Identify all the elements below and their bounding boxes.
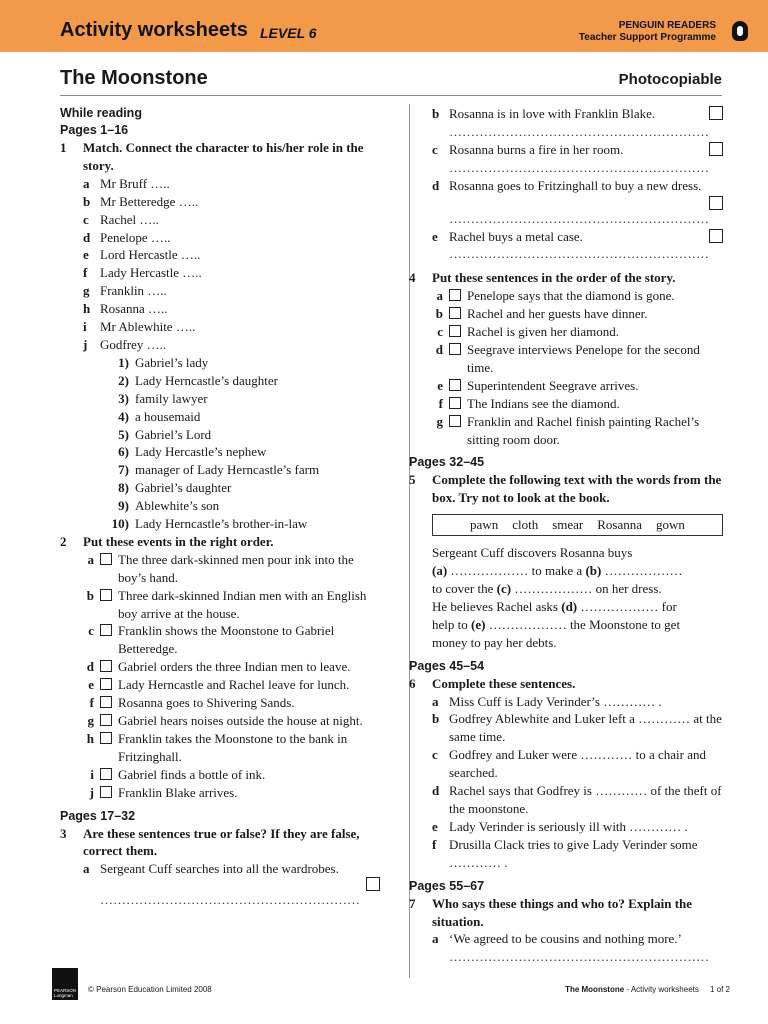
order-checkbox[interactable]: [449, 325, 461, 337]
order-checkbox[interactable]: [100, 624, 112, 636]
list-item: c Franklin shows the Moonstone to Gabriel Betteredge.: [88, 623, 335, 657]
list-item: e Lord Hercastle …..: [83, 247, 201, 263]
order-checkbox[interactable]: [449, 397, 461, 409]
order-checkbox[interactable]: [100, 786, 112, 798]
list-item: i Mr Ablewhite …..: [83, 319, 196, 335]
list-item: h Franklin takes the Moonstone to the bank in Fritzinghall.: [86, 730, 348, 764]
list-item: b Rosanna is in love with Franklin Blake.: [409, 105, 723, 123]
list-item: e Lady Herncastle and Rachel leave for lunch.: [88, 677, 350, 693]
answer-line: ……………………………………………………: [449, 949, 709, 965]
order-checkbox[interactable]: [449, 415, 461, 427]
list-item: b Three dark-skinned Indian men with an English boy arrive at the house.: [86, 587, 367, 621]
list-item: g Franklin …..: [83, 283, 167, 299]
list-item: j Godfrey …..: [83, 336, 167, 352]
order-checkbox[interactable]: [100, 768, 112, 780]
header-banner: [0, 0, 768, 52]
role-item: 8) Gabriel’s daughter: [118, 480, 232, 496]
answer-checkbox[interactable]: [709, 229, 723, 243]
photocopiable-label: Photocopiable: [618, 71, 722, 88]
level-label: LEVEL 6: [260, 25, 317, 41]
answer-line: ……………………………………………………: [449, 123, 709, 139]
question-2: 2 Put these events in the right order.: [60, 533, 274, 549]
list-item: c Rosanna burns a fire in her room.: [409, 141, 723, 159]
penguin-logo-icon: [732, 21, 748, 41]
list-item: h Rosanna …..: [83, 301, 168, 317]
divider: [60, 95, 722, 96]
list-item: f Lady Hercastle …..: [83, 265, 202, 281]
answer-checkbox[interactable]: [709, 196, 723, 210]
list-item: d Rosanna goes to Fritzinghall to buy a new dress.: [409, 177, 723, 210]
q4-items: [409, 287, 723, 448]
list-item: d Seegrave interviews Penelope for the second time.: [435, 341, 700, 375]
footer-info: The Moonstone - Activity worksheets 1 of 2: [565, 985, 730, 994]
list-item: d Gabriel orders the three Indian men to leave.: [86, 659, 351, 675]
worksheet-title: Activity worksheets: [60, 19, 248, 41]
question-6: 6 Complete these sentences.: [409, 675, 576, 691]
list-item: a Mr Bruff …..: [83, 175, 170, 191]
answer-line: ……………………………………………………: [449, 246, 709, 262]
question-4: 4 Put these sentences in the order of the story.: [409, 270, 676, 286]
order-checkbox[interactable]: [100, 660, 112, 672]
pages-heading: Pages 1–16: [60, 123, 129, 137]
q2-items: [60, 551, 380, 802]
list-item: e Superintendent Seegrave arrives.: [437, 377, 639, 393]
left-column: [60, 105, 380, 909]
list-item: d Penelope …..: [83, 229, 171, 245]
list-item: e Lady Verinder is seriously ill with ………… .: [432, 818, 688, 834]
word-option: pawn: [470, 517, 499, 533]
list-item: a Sergeant Cuff searches into all the wardrobes.: [60, 860, 380, 891]
list-item: e Rachel buys a metal case.: [409, 228, 723, 246]
list-item: b Godfrey Ablewhite and Luker left a ………… at the same time.: [432, 711, 722, 745]
list-item: g Gabriel hears noises outside the house at night.: [87, 713, 363, 728]
question-3: 3 Are these sentences true or false? If they are false, correct them.: [60, 825, 360, 859]
list-item: c Godfrey and Luker were ………… to a chair and searched.: [432, 747, 707, 781]
publisher-label: PENGUIN READERS Teacher Support Programme: [578, 20, 716, 43]
order-checkbox[interactable]: [449, 307, 461, 319]
word-option: smear: [552, 517, 584, 533]
answer-line: ……………………………………………………: [449, 159, 709, 175]
pages-heading: Pages 45–54: [409, 658, 485, 673]
answer-line: ……………………………………………………: [449, 210, 709, 226]
section-heading: While reading: [60, 106, 142, 120]
order-checkbox[interactable]: [100, 589, 112, 601]
pearson-logo-icon: PEARSON Longman: [52, 968, 78, 1000]
q1-roles: [60, 354, 380, 533]
question-1: 1 Match. Connect the character to his/her role in the story.: [60, 140, 364, 173]
order-checkbox[interactable]: [100, 732, 112, 744]
list-item: f The Indians see the diamond.: [438, 395, 620, 411]
role-item: 6) Lady Hercastle’s nephew: [118, 444, 267, 460]
order-checkbox[interactable]: [100, 696, 112, 708]
role-item: 4) a housemaid: [118, 408, 201, 424]
answer-checkbox[interactable]: [709, 142, 723, 156]
list-item: a Penelope says that the diamond is gone.: [436, 288, 675, 304]
order-checkbox[interactable]: [100, 678, 112, 690]
list-item: a ‘We agreed to be cousins and nothing more.’: [432, 931, 682, 947]
role-item: 9) Ablewhite’s son: [118, 498, 220, 514]
order-checkbox[interactable]: [449, 379, 461, 391]
role-item: 1) Gabriel’s lady: [118, 354, 209, 370]
answer-line: ……………………………………………………: [100, 892, 360, 908]
question-5: 5 Complete the following text with the words from the box. Try not to look at the book.: [409, 472, 722, 506]
role-item: 5) Gabriel’s Lord: [118, 426, 212, 442]
q6-items: [409, 693, 723, 872]
list-item: j Franklin Blake arrives.: [89, 784, 238, 800]
pages-heading: Pages 32–45: [409, 455, 485, 470]
order-checkbox[interactable]: [449, 343, 461, 355]
list-item: g Franklin and Rachel finish painting Rachel’s sitting room door.: [436, 413, 700, 447]
list-item: c Rachel …..: [83, 211, 159, 227]
list-item: d Rachel says that Godfrey is ………… of the theft of the moonstone.: [432, 783, 722, 816]
pages-heading: Pages 55–67: [409, 878, 485, 893]
word-option: cloth: [512, 517, 539, 533]
order-checkbox[interactable]: [449, 289, 461, 301]
role-item: 10) Lady Herncastle’s brother-in-law: [111, 516, 308, 532]
list-item: f Drusilla Clack tries to give Lady Verinder some ………… .: [432, 836, 698, 870]
role-item: 3) family lawyer: [118, 390, 208, 406]
order-checkbox[interactable]: [100, 714, 112, 726]
right-column: [409, 105, 723, 966]
order-checkbox[interactable]: [100, 553, 112, 565]
list-item: a The three dark-skinned men pour ink into the boy’s hand.: [87, 551, 354, 585]
list-item: c Rachel is given her diamond.: [437, 324, 619, 340]
role-item: 7) manager of Lady Herncastle’s farm: [118, 462, 320, 478]
list-item: b Mr Betteredge …..: [83, 193, 199, 209]
list-item: b Rachel and her guests have dinner.: [435, 306, 648, 322]
question-7: 7 Who says these things and who to? Explain the situation.: [409, 895, 693, 929]
list-item: i Gabriel finds a bottle of ink.: [90, 766, 266, 782]
book-title: The Moonstone: [60, 67, 208, 89]
answer-checkbox[interactable]: [709, 106, 723, 120]
pages-heading: Pages 17–32: [60, 808, 136, 823]
list-item: f Rosanna goes to Shivering Sands.: [89, 695, 295, 711]
role-item: 2) Lady Herncastle’s daughter: [118, 372, 278, 388]
copyright: © Pearson Education Limited 2008: [88, 985, 212, 994]
cloze-text: Sergeant Cuff discovers Rosanna buys (a) ……………… to make a (b) ……………… to cover the (c) ……………… on her dress. He believes Rachel asks (d) ……………… for help to (e) ……………… the Moonstone to get money to pay her debts.: [432, 545, 683, 650]
word-option: gown: [656, 517, 685, 533]
q1-items: [60, 175, 380, 354]
list-item: a Miss Cuff is Lady Verinder’s ………… .: [432, 693, 662, 709]
q3-items: [409, 105, 723, 263]
word-option: Rosanna: [597, 517, 643, 533]
word-box: [432, 514, 723, 536]
answer-checkbox[interactable]: [366, 877, 380, 891]
